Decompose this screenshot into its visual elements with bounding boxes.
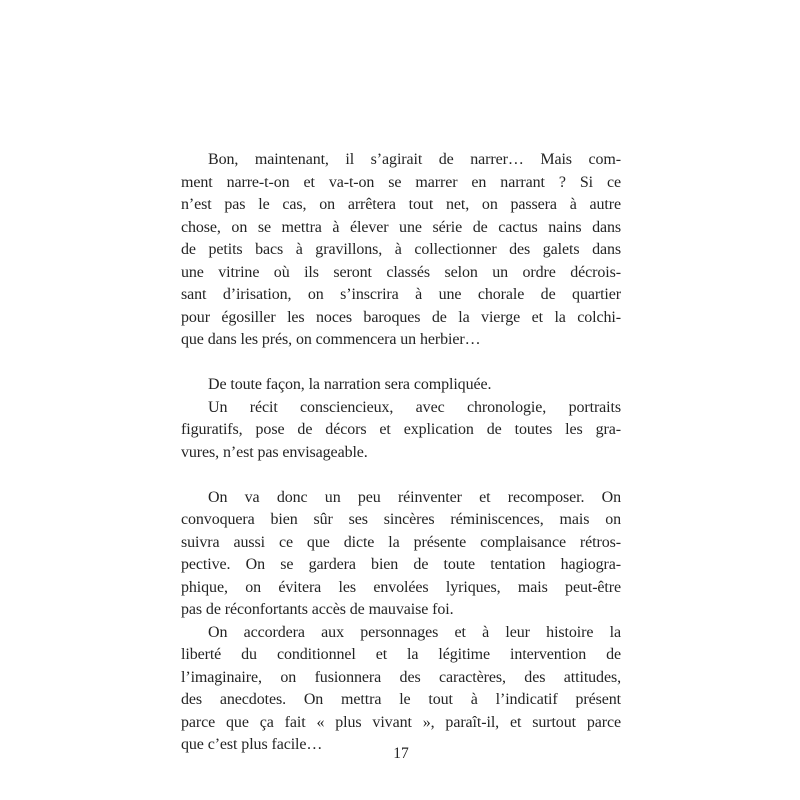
paragraph <box>181 622 621 757</box>
text-line: pective. On se gardera bien de toute tentation hagiogra- <box>181 556 621 573</box>
paragraph <box>181 374 621 397</box>
text-line: pour égosiller les noces baroques de la vierge et la colchi- <box>181 308 621 326</box>
text-line: De toute façon, la narration sera compliquée. <box>208 376 492 393</box>
text-line: une vitrine où ils seront classés selon un ordre décrois- <box>181 263 621 281</box>
text-line: liberté du conditionnel et la légitime intervention de <box>181 646 621 663</box>
page-text <box>181 149 621 757</box>
text-line: n’est pas le cas, on arrêtera tout net, on passera à autre <box>181 196 621 213</box>
text-line: convoquera bien sûr ses sincères réminiscences, mais on <box>181 511 621 528</box>
text-line: chose, on se mettra à élever une série de cactus nains dans <box>181 218 621 236</box>
text-line: Un récit consciencieux, avec chronologie, portraits <box>208 398 621 416</box>
paragraph <box>181 397 621 465</box>
text-line: On accordera aux personnages et à leur histoire la <box>208 623 621 641</box>
text-line: figuratifs, pose de décors et explication de toutes les gra- <box>181 421 621 438</box>
paragraph <box>181 487 621 622</box>
text-line: parce que ça fait « plus vivant », paraît-il, et surtout parce <box>181 713 621 731</box>
text-line: des anecdotes. On mettra le tout à l’indicatif présent <box>181 691 621 708</box>
text-line: de petits bacs à gravillons, à collectionner des galets dans <box>181 241 621 258</box>
text-line: ment narre-t-on et va-t-on se marrer en narrant ? Si ce <box>181 173 621 191</box>
text-line: sant d’irisation, on s’inscrira à une chorale de quartier <box>181 286 621 303</box>
text-line: phique, on évitera les envolées lyriques, mais peut-être <box>181 578 621 596</box>
text-line: On va donc un peu réinventer et recomposer. On <box>208 488 621 506</box>
text-line: l’imaginaire, on fusionnera des caractères, des attitudes, <box>181 668 621 686</box>
text-line: que dans les prés, on commencera un herbier… <box>181 331 481 348</box>
text-line: vures, n’est pas envisageable. <box>181 443 368 461</box>
text-line: pas de réconfortants accès de mauvaise foi. <box>181 601 454 618</box>
text-line: suivra aussi ce que dicte la présente complaisance rétros- <box>181 533 621 551</box>
text-line: Bon, maintenant, il s’agirait de narrer… Mais com- <box>208 151 621 168</box>
paragraph <box>181 149 621 352</box>
text-line: que c’est plus facile… <box>181 736 323 753</box>
page-number: 17 <box>393 745 409 762</box>
